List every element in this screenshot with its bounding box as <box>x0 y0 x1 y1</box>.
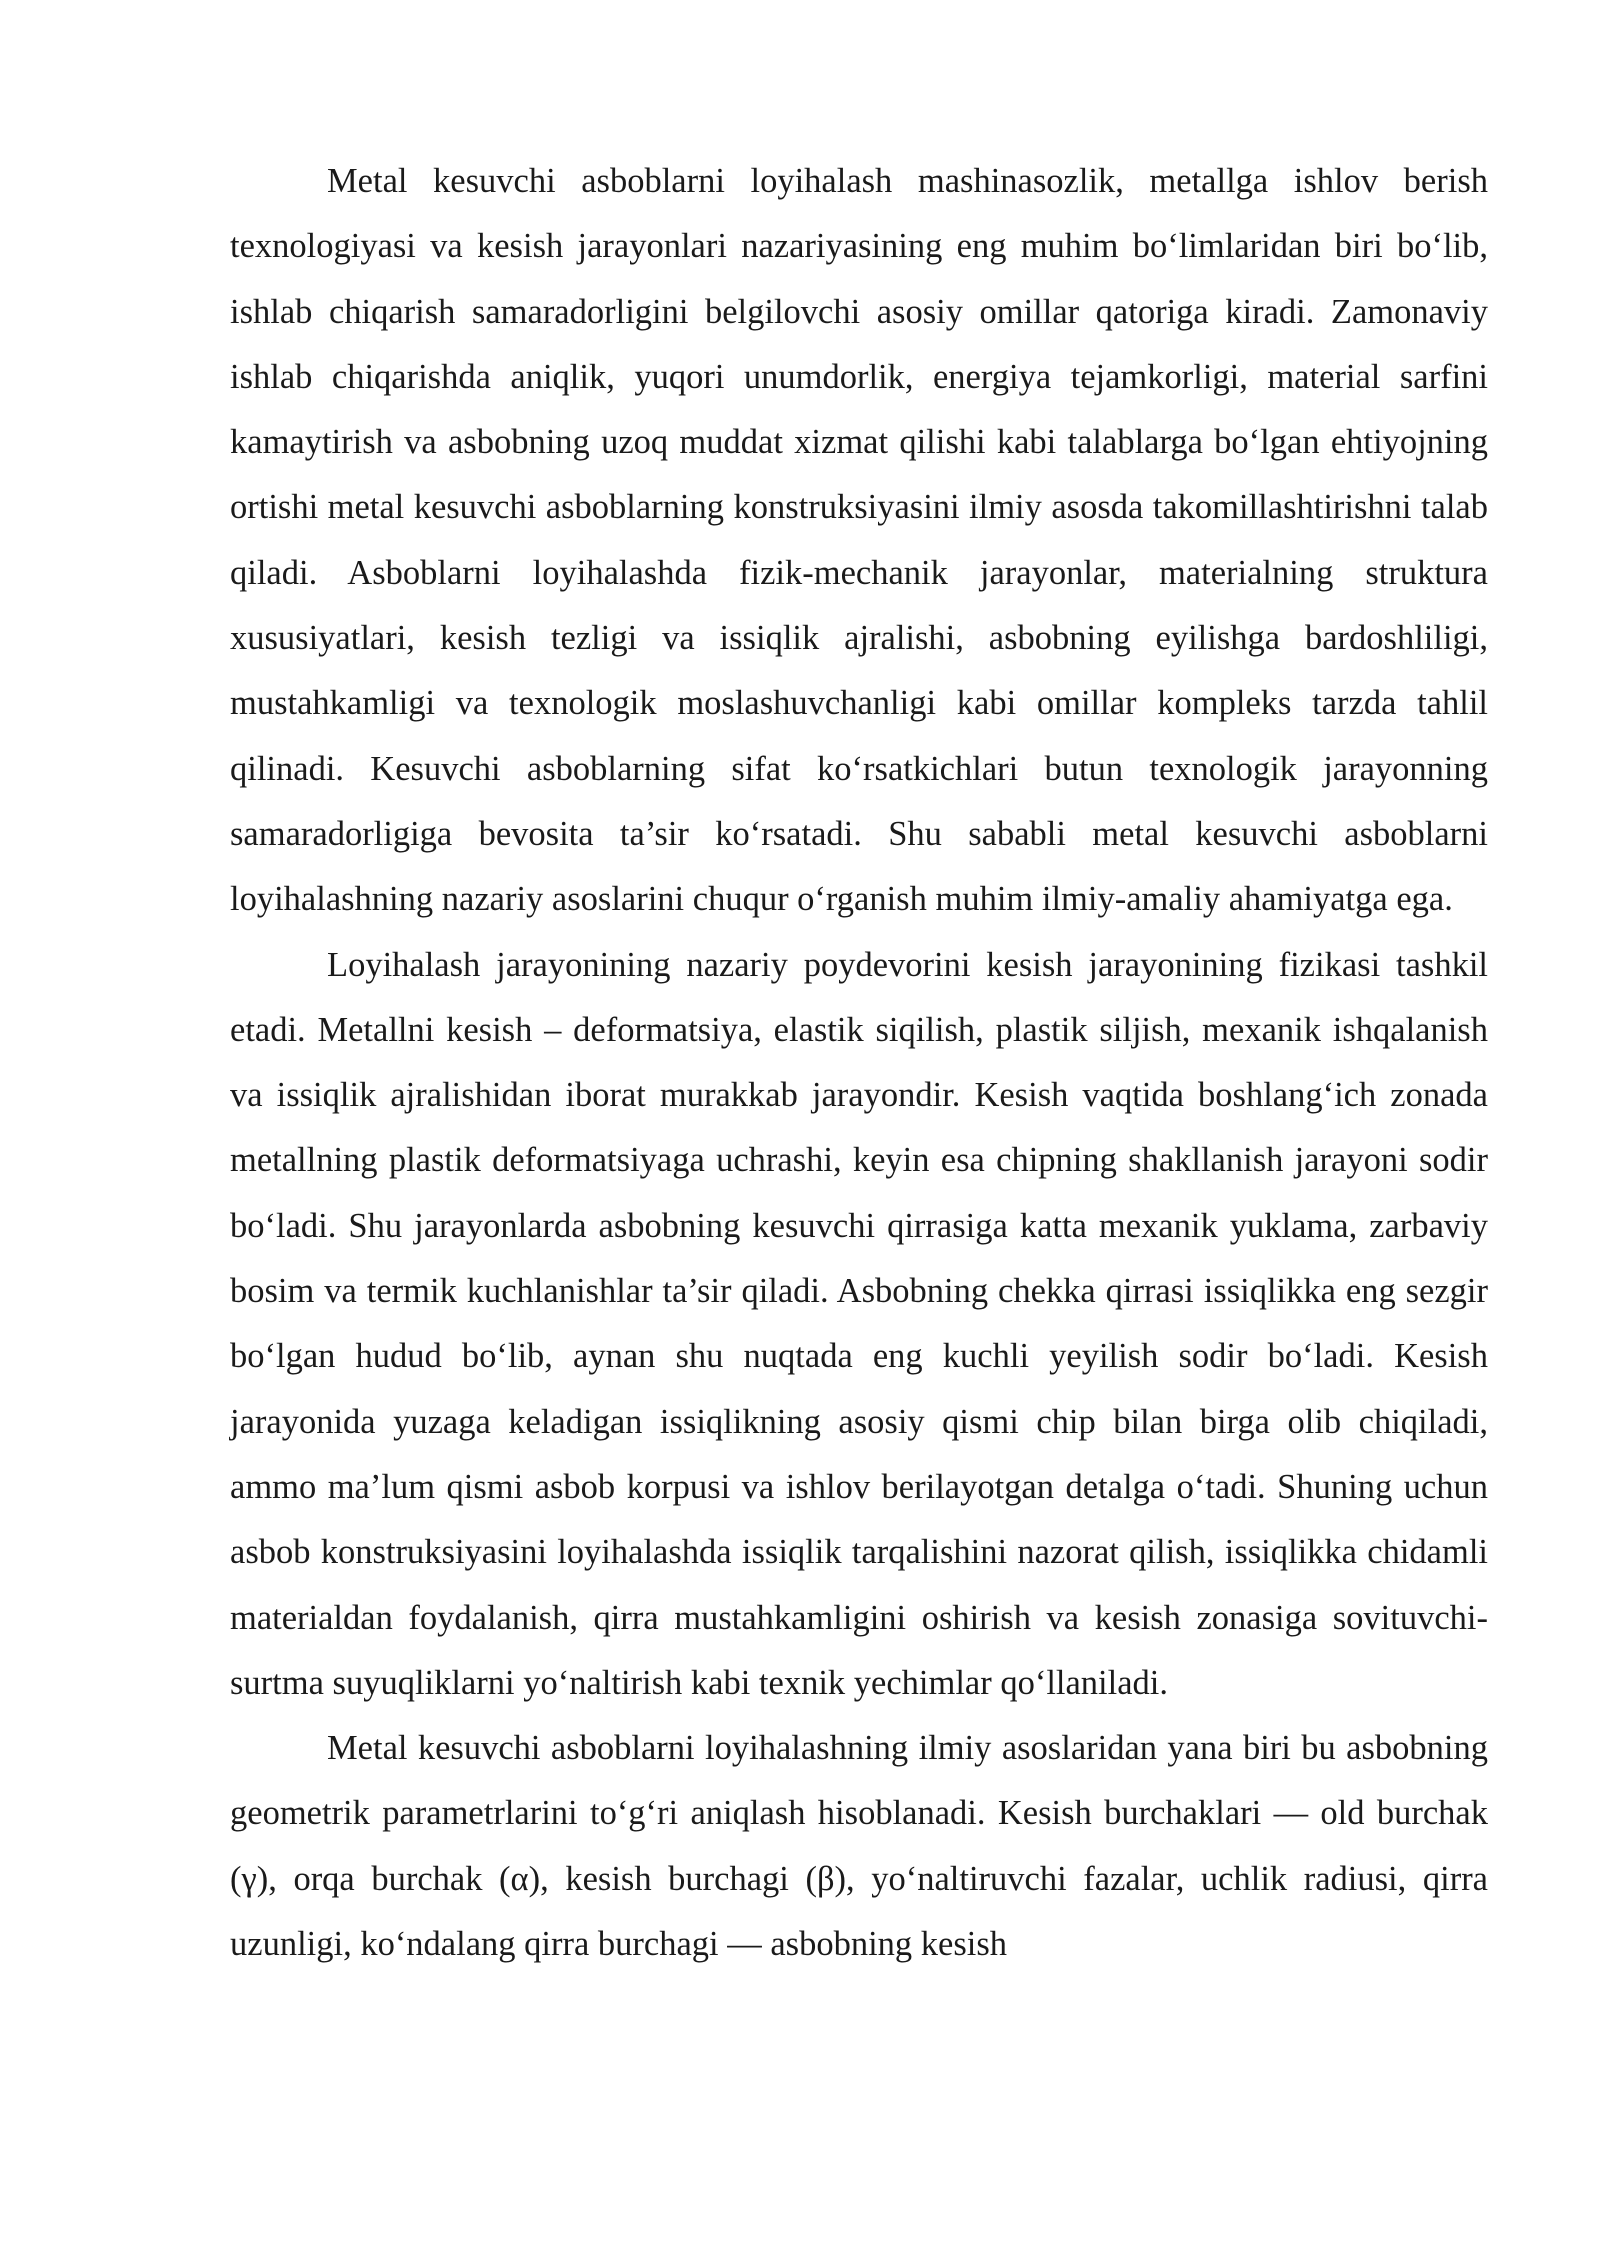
paragraph-3: Metal kesuvchi asboblarni loyihalashning ilmiy asoslaridan yana biri bu asbobning geometrik parametrlarini to‘g‘ri aniqlash hisoblanadi. Kesish burchaklari — old burchak (γ), orqa burchak (α), kesish burchagi (β), yo‘naltiruvchi fazalar, uchlik radiusi, qirra uzunligi, ko‘ndalang qirra burchagi — asbobning kesish <box>230 1729 1488 1964</box>
body-text <box>230 149 1488 1977</box>
paragraph-1: Metal kesuvchi asboblarni loyihalash mashinasozlik, metallga ishlov berish texnologiyasi va kesish jarayonlari nazariyasining eng muhim bo‘limlaridan biri bo‘lib, ishlab chiqarish samaradorligini belgilovchi asosiy omillar qatoriga kiradi. Zamonaviy ishlab chiqarishda aniqlik, yuqori unumdorlik, energiya tejamkorligi, material sarfini kamaytirish va asbobning uzoq muddat xizmat qilishi kabi talablarga bo‘lgan ehtiyojning ortishi metal kesuvchi asboblarning konstruksiyasini ilmiy asosda takomillashtirishni talab qiladi. Asboblarni loyihalashda fizik-mechanik jarayonlar, materialning struktura xususiyatlari, kesish tezligi va issiqlik ajralishi, asbobning eyilishga bardoshliligi, mustahkamligi va texnologik moslashuvchanligi kabi omillar kompleks tarzda tahlil qilinadi. Kesuvchi asboblarning sifat ko‘rsatkichlari butun texnologik jarayonning samaradorligiga bevosita ta’sir ko‘rsatadi. Shu sababli metal kesuvchi asboblarni loyihalashning nazariy asoslarini chuqur o‘rganish muhim ilmiy-amaliy ahamiyatga ega. <box>230 162 1488 919</box>
paragraph-2: Loyihalash jarayonining nazariy poydevorini kesish jarayonining fizikasi tashkil etadi. Metallni kesish – deformatsiya, elastik siqilish, plastik siljish, mexanik ishqalanish va issiqlik ajralishidan iborat murakkab jarayondir. Kesish vaqtida boshlang‘ich zonada metallning plastik deformatsiyaga uchrashi, keyin esa chipning shakllanish jarayoni sodir bo‘ladi. Shu jarayonlarda asbobning kesuvchi qirrasiga katta mexanik yuklama, zarbaviy bosim va termik kuchlanishlar ta’sir qiladi. Asbobning chekka qirrasi issiqlikka eng sezgir bo‘lgan hudud bo‘lib, aynan shu nuqtada eng kuchli yeyilish sodir bo‘ladi. Kesish jarayonida yuzaga keladigan issiqlikning asosiy qismi chip bilan birga olib chiqiladi, ammo ma’lum qismi asbob korpusi va ishlov berilayotgan detalga o‘tadi. Shuning uchun asbob konstruksiyasini loyihalashda issiqlik tarqalishini nazorat qilish, issiqlikka chidamli materialdan foydalanish, qirra mustahkamligini oshirish va kesish zonasiga sovituvchi-surtma suyuqliklarni yo‘naltirish kabi texnik yechimlar qo‘llaniladi. <box>230 945 1488 1702</box>
